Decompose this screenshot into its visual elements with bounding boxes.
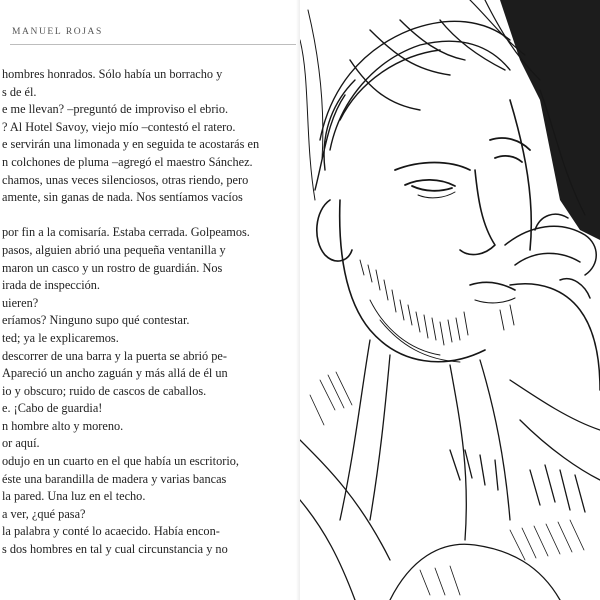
text-line: descorrer de una barra y la puerta se abrió pe- [2,348,227,363]
nose-mouth [460,170,515,303]
portrait-sketch-icon [300,0,600,600]
face-outline [317,100,532,362]
text-line: ted; ya le explicaremos. [2,330,119,345]
text-line: e servirán una limonada y en seguida te acostarás en [2,137,260,152]
text-line: n hombre alto y moreno. [2,418,124,433]
eyes [395,138,530,198]
beard-hatching [360,260,514,362]
text-line: ? Al Hotel Savoy, viejo mío –contestó el ratero. [2,119,236,134]
text-line: maron un casco y un rostro de guardián. Nos [2,260,223,275]
running-head: MANUEL ROJAS [12,27,103,37]
text-line: eríamos? Ninguno supo qué contestar. [2,313,190,328]
text-line: por fin a la comisaría. Estaba cerrada. Golpeamos. [2,225,250,240]
background-hatching [300,0,600,240]
body-text [2,66,294,559]
text-line [2,207,294,225]
text-line: e me llevan? –preguntó de improviso el ebrio. [2,102,229,117]
clothing-sketch [300,340,600,600]
text-line: s dos hombres en tal y cual circunstancia y no [2,542,228,557]
hand-sketch [505,214,600,390]
text-line: s de él. [2,84,37,99]
text-line: io y obscuro; ruido de cascos de caballos. [2,383,207,398]
text-line: n colchones de pluma –agregó el maestro Sánchez. [2,154,253,169]
text-line: Apareció un ancho zaguán y más allá de él un [2,366,228,381]
text-line: chamos, unas veces silenciosos, otras riendo, pero [2,172,249,187]
text-line: irada de inspección. [2,278,100,293]
illustration-page [300,0,600,600]
header-rule [10,44,296,45]
text-line: amente, sin ganas de nada. Nos sentíamos vacíos [2,190,243,205]
text-line: or aquí. [2,436,40,451]
text-line: la palabra y conté lo acaecido. Había encon- [2,524,220,539]
text-line: hombres honrados. Sólo había un borracho y [2,67,223,81]
text-line: éste una barandilla de madera y varias bancas [2,471,227,486]
text-line: uieren? [2,295,39,310]
text-line: a ver, ¿qué pasa? [2,506,86,521]
text-line: odujo en un cuarto en el que había un escritorio, [2,454,239,469]
text-line: la pared. Una luz en el techo. [2,489,146,504]
text-line: pasos, alguien abrió una pequeña ventanilla y [2,242,226,257]
lower-shading [310,372,584,595]
text-line: e. ¡Cabo de guardia! [2,401,103,416]
